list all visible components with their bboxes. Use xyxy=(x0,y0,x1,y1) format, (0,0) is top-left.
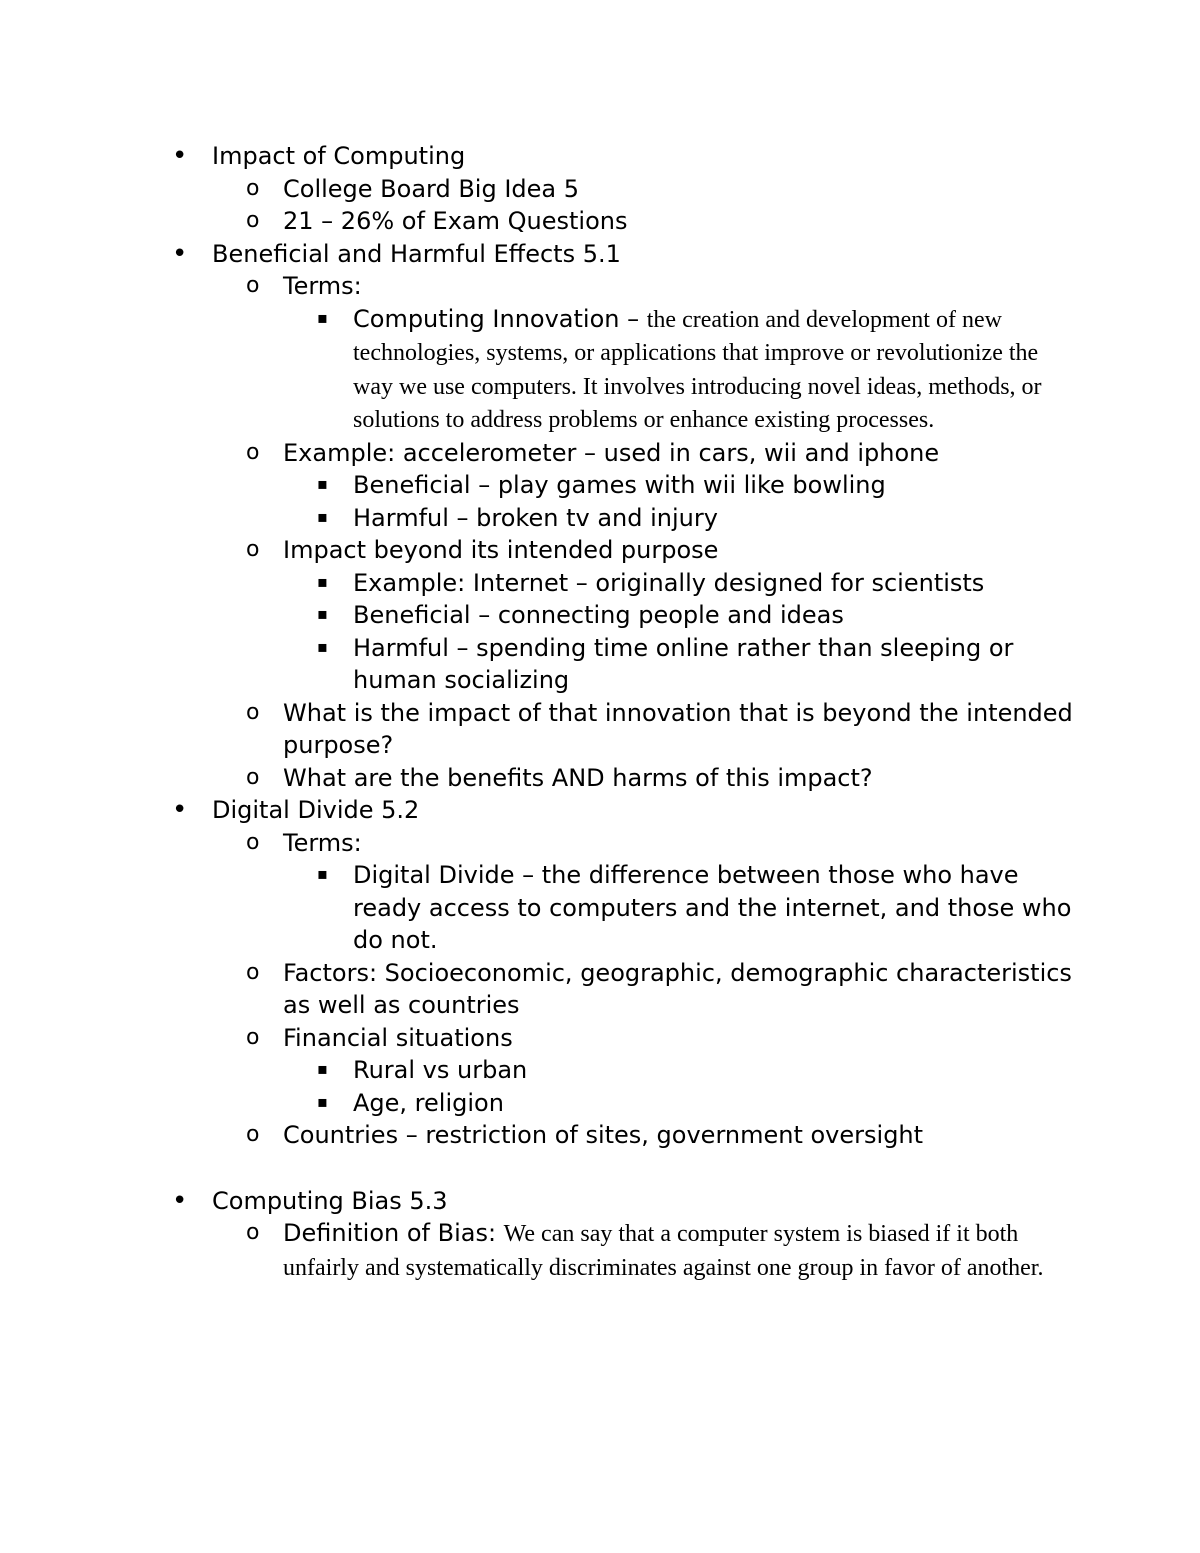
factors-text: Factors: Socioeconomic, geographic, demographic characteristics as well as countries xyxy=(283,958,1072,1019)
heading-effects: Beneficial and Harmful Effects 5.1 xyxy=(212,239,621,268)
square-marker: ▪ xyxy=(317,636,328,656)
harmful-text: Harmful – broken tv and injury xyxy=(353,503,718,532)
digital-divide-definition: Digital Divide – the difference between those who have ready access to computers and the internet, and those who do not. xyxy=(353,861,1072,954)
divide-terms-label: Terms: xyxy=(283,828,362,857)
big-idea-text: College Board Big Idea 5 xyxy=(283,174,580,203)
bullet-marker: • xyxy=(172,141,188,171)
circle-marker: o xyxy=(246,208,260,233)
sub-item-question-benefits xyxy=(0,762,1073,795)
sub-item-countries xyxy=(0,1119,1073,1152)
heading-impact: Impact of Computing xyxy=(212,142,466,170)
internet-harmful-text: Harmful – spending time online rather than sleeping or human socializing xyxy=(353,633,1014,694)
sub-item-exam-questions xyxy=(0,205,1073,238)
beneficial-text: Beneficial – play games with wii like bowling xyxy=(353,471,886,499)
sub-sub-item-internet-example xyxy=(0,567,1073,600)
square-marker: ▪ xyxy=(317,864,328,883)
square-marker: ▪ xyxy=(317,307,328,327)
countries-text: Countries – restriction of sites, government oversight xyxy=(283,1121,924,1149)
term-definition: the creation and development of new technologies, systems, or applications that improve or revolutionize the way we use computers. It involves introducing novel ideas, methods, or solutions to address problems or enhance existing processes. xyxy=(353,306,1042,433)
term-computing-innovation xyxy=(0,303,1073,437)
blank-line xyxy=(0,1152,1200,1185)
term-name: Computing Innovation – xyxy=(353,304,647,333)
sub-item-impact-beyond xyxy=(0,534,1073,567)
rural-urban-text: Rural vs urban xyxy=(353,1056,528,1084)
sub-item-financial xyxy=(0,1022,1073,1055)
sub-item-big-idea xyxy=(0,173,1073,206)
sub-sub-item-harmful xyxy=(0,502,1073,535)
question-impact-text: What is the impact of that innovation that is beyond the intended purpose? xyxy=(283,698,1073,759)
square-marker: ▪ xyxy=(317,506,328,526)
circle-marker: o xyxy=(246,273,260,298)
square-marker: ▪ xyxy=(317,604,328,623)
bullet-digital-divide xyxy=(0,794,1062,827)
age-religion-text: Age, religion xyxy=(353,1088,504,1117)
sub-item-terms xyxy=(0,270,1073,303)
exam-questions-text: 21 – 26% of Exam Questions xyxy=(283,207,628,235)
bullet-impact-of-computing xyxy=(0,140,1062,173)
example-text: Example: accelerometer – used in cars, wii and iphone xyxy=(283,438,940,467)
circle-marker: o xyxy=(246,1220,260,1245)
impact-beyond-text: Impact beyond its intended purpose xyxy=(283,536,719,564)
sub-item-factors xyxy=(0,957,1073,1022)
heading-bias: Computing Bias 5.3 xyxy=(212,1186,448,1215)
square-marker: ▪ xyxy=(317,571,328,591)
sub-item-bias-definition xyxy=(0,1217,1073,1284)
internet-example-text: Example: Internet – originally designed for scientists xyxy=(353,568,985,597)
bullet-computing-bias xyxy=(0,1185,1062,1218)
sub-item-question-impact xyxy=(0,697,1073,762)
sub-sub-item-beneficial xyxy=(0,469,1073,502)
circle-marker: o xyxy=(246,537,260,562)
terms-label: Terms: xyxy=(283,272,362,300)
square-marker: ▪ xyxy=(317,1091,328,1111)
circle-marker: o xyxy=(246,959,260,985)
bullet-beneficial-harmful xyxy=(0,238,1062,271)
circle-marker: o xyxy=(246,439,260,465)
circle-marker: o xyxy=(246,1024,260,1050)
sub-sub-item-rural-urban xyxy=(0,1054,1073,1087)
sub-sub-item-internet-harmful xyxy=(0,632,1073,697)
circle-marker: o xyxy=(246,699,260,725)
sub-sub-item-age-religion xyxy=(0,1087,1073,1120)
sub-item-example-accelerometer xyxy=(0,437,1073,470)
circle-marker: o xyxy=(246,175,260,201)
term-digital-divide xyxy=(0,859,1073,957)
circle-marker: o xyxy=(246,764,260,790)
bullet-marker: • xyxy=(172,795,188,825)
document-page xyxy=(0,140,1200,1284)
internet-beneficial-text: Beneficial – connecting people and ideas xyxy=(353,601,844,629)
square-marker: ▪ xyxy=(317,1059,328,1078)
circle-marker: o xyxy=(246,1122,260,1147)
circle-marker: o xyxy=(246,829,260,855)
sub-sub-item-internet-beneficial xyxy=(0,599,1073,632)
heading-divide: Digital Divide 5.2 xyxy=(212,796,420,824)
financial-text: Financial situations xyxy=(283,1023,513,1052)
question-benefits-text: What are the benefits AND harms of this impact? xyxy=(283,763,873,792)
bullet-marker: • xyxy=(172,238,188,269)
bias-definition-label: Definition of Bias: xyxy=(283,1219,504,1247)
bullet-marker: • xyxy=(172,1185,188,1216)
sub-item-divide-terms xyxy=(0,827,1073,860)
square-marker: ▪ xyxy=(317,474,328,493)
bias-definition-text: We can say that a computer system is biased if it both unfairly and systematically discriminates against one group in favor of another. xyxy=(283,1221,1044,1281)
